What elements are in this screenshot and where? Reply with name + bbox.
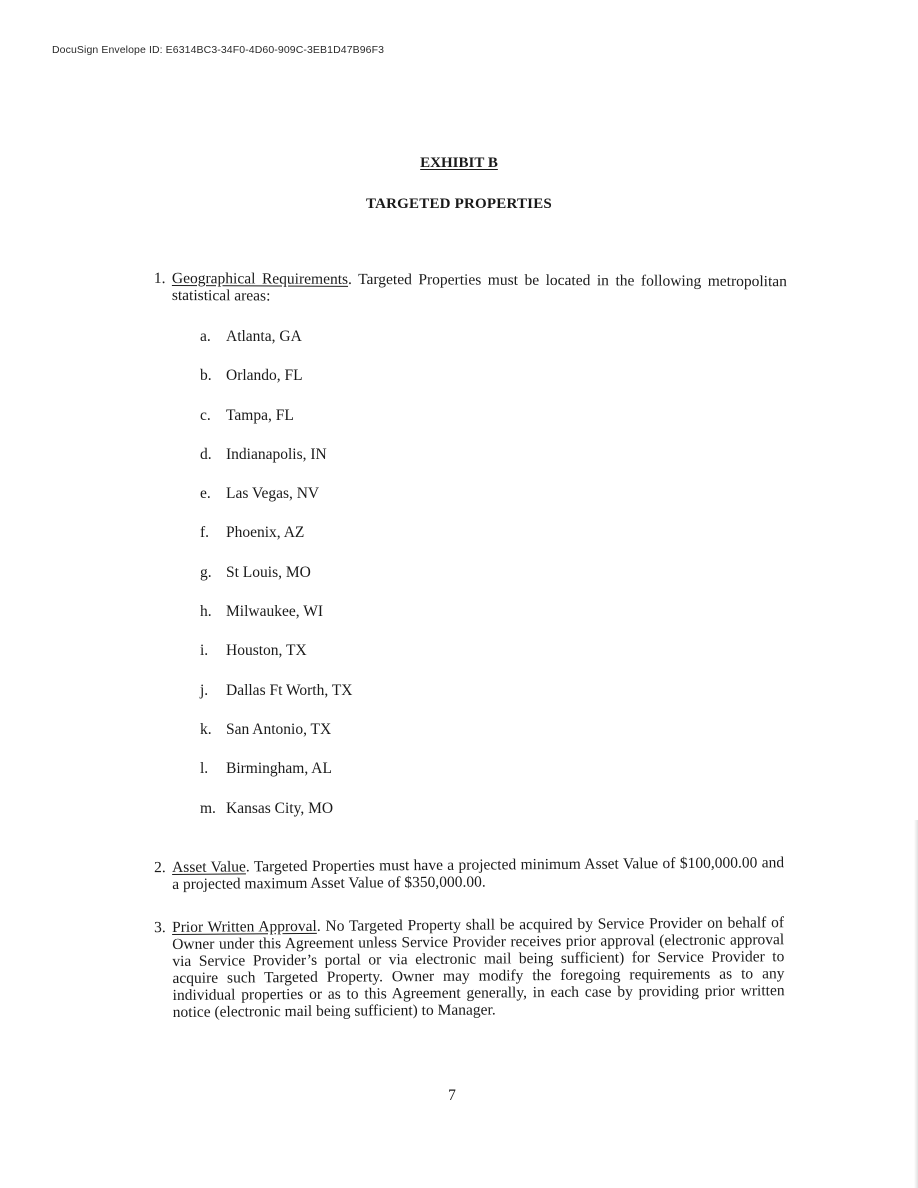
scan-shadow-edge — [914, 820, 918, 1188]
section-geographical-requirements — [153, 269, 787, 307]
list-item-letter: e. — [200, 485, 211, 503]
list-item — [200, 407, 352, 446]
list-item — [200, 446, 352, 485]
exhibit-title — [0, 155, 918, 172]
list-item-city: Tampa, FL — [226, 406, 294, 424]
section-text: . Targeted Properties must be located in the following metropolitan statistical areas: — [171, 270, 787, 305]
list-item-letter: k. — [200, 720, 212, 738]
list-item-city: Phoenix, AZ — [226, 524, 305, 542]
list-item-letter: m. — [200, 799, 216, 817]
list-item-city: Indianapolis, IN — [226, 445, 327, 463]
list-item-city: Las Vegas, NV — [226, 485, 320, 503]
docusign-envelope-id: DocuSign Envelope ID: E6314BC3-34F0-4D60-909C-3EB1D47B96F3 — [52, 44, 385, 56]
list-item-city: San Antonio, TX — [226, 720, 332, 738]
list-item-city: Milwaukee, WI — [226, 603, 323, 621]
section-heading: Prior Written Approval — [172, 917, 317, 936]
list-item-letter: a. — [200, 328, 211, 345]
section-number: 1. — [153, 269, 166, 287]
list-item — [200, 603, 352, 642]
list-item-letter: i. — [200, 642, 209, 660]
list-item-city: Orlando, FL — [226, 367, 303, 385]
exhibit-subtitle: TARGETED PROPERTIES — [366, 196, 552, 212]
list-item-city: Atlanta, GA — [226, 328, 302, 345]
section-text: . Targeted Properties must have a projected minimum Asset Value of $100,000.00 and a projected maximum Asset Value of $350,000.00. — [172, 854, 785, 893]
section-heading: Geographical Requirements — [171, 270, 349, 288]
list-item-city: Kansas City, MO — [226, 799, 334, 817]
list-item-letter: g. — [200, 563, 212, 581]
list-item-city: Birmingham, AL — [226, 760, 332, 778]
section-heading: Asset Value — [172, 858, 246, 876]
list-item-letter: d. — [200, 445, 212, 463]
list-item-city: Dallas Ft Worth, TX — [226, 681, 353, 699]
list-item-letter: j. — [200, 681, 209, 699]
section-number: 3. — [154, 919, 166, 937]
list-item-letter: f. — [200, 524, 210, 542]
list-item — [200, 721, 352, 760]
section-text: . No Targeted Property shall be acquired by Service Provider on behalf of Owner under this Agreement unless Service Provider receives prior approval (electronic approval via Service Provider’s portal or via electronic mail being sufficient) for Service Provider to acquire such Targeted Property. Owner may modify the foregoing requirements as to any individual properties or as to this Agreement generally, in each case by providing prior written notice (electronic mail being sufficient) to Manager. — [172, 914, 785, 1021]
list-item-letter: c. — [200, 406, 211, 424]
list-item-letter: l. — [200, 760, 209, 778]
list-item-letter: b. — [200, 367, 212, 385]
list-item — [200, 524, 352, 563]
list-item-letter: h. — [200, 603, 212, 621]
list-item — [200, 485, 352, 524]
list-item — [200, 800, 352, 839]
section-prior-written-approval — [154, 914, 785, 1021]
list-item — [200, 564, 352, 603]
metro-area-list — [200, 328, 352, 839]
section-number: 2. — [154, 859, 166, 877]
page-number: 7 — [448, 1087, 456, 1104]
exhibit-title-text: EXHIBIT B — [420, 155, 498, 171]
list-item — [200, 367, 352, 406]
list-item — [200, 642, 352, 681]
list-item-city: Houston, TX — [226, 642, 307, 660]
section-asset-value — [154, 854, 785, 893]
list-item-city: St Louis, MO — [226, 563, 311, 581]
list-item — [200, 760, 352, 799]
list-item — [200, 682, 352, 721]
list-item — [200, 328, 352, 367]
